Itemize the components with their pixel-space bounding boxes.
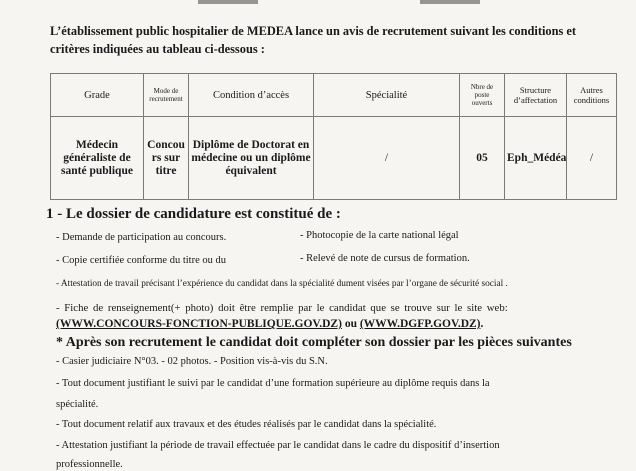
section-1-item-3: - Copie certifiée conforme du titre ou du: [56, 255, 226, 266]
section-1-item-1: - Demande de participation au concours.: [56, 232, 227, 243]
header-grade: Grade: [51, 74, 144, 117]
section-1-title: 1 - Le dossier de candidature est constitué de :: [46, 206, 341, 222]
intro-paragraph: [50, 22, 610, 58]
dgfp-url-link[interactable]: (WWW.DGFP.GOV.DZ): [359, 318, 481, 330]
header-condition: Condition d’accès: [189, 74, 314, 117]
cell-postes: 05: [460, 117, 505, 200]
table-row: [51, 117, 617, 200]
header-mode: Mode de recrutement: [144, 74, 189, 117]
concours-url-link[interactable]: (WWW.CONCOURS-FONCTION-PUBLIQUE.GOV.DZ): [56, 318, 342, 330]
intro-line-2: critères indiquées au tableau ci-dessous :: [50, 42, 265, 56]
cell-structure: Eph_Médéa: [505, 117, 567, 200]
section-2-item-2-cont: spécialité.: [56, 399, 99, 410]
cell-specialite: /: [314, 117, 460, 200]
section-1-urls: [56, 318, 483, 331]
section-2-title: * Après son recrutement le candidat doit compléter son dossier par les pièces suivantes: [56, 335, 572, 350]
section-1-item-5: - Attestation de travail précisant l’expérience du candidat dans la spécialité dument visées par l’organe de sécurité social .: [56, 279, 508, 289]
recruitment-table: [50, 73, 617, 200]
section-1-item-4: - Relevé de note de cursus de formation.: [300, 253, 470, 264]
intro-line-1: L’établissement public hospitalier de MEDEA lance un avis de recrutement suivant les conditions et: [50, 24, 577, 38]
header-autres: Autres conditions: [567, 74, 617, 117]
section-2-item-4-cont: professionnelle.: [56, 459, 123, 470]
section-1-item-6: - Fiche de renseignement(+ photo) doit être remplie par le candidat que se trouve sur le site web:: [56, 302, 508, 314]
table-header-row: [51, 74, 617, 117]
section-2-item-3: - Tout document relatif aux travaux et des études réalisés par le candidat dans la spécialité.: [56, 419, 437, 430]
cell-condition: Diplôme de Doctorat en médecine ou un diplôme équivalent: [189, 117, 314, 200]
header-postes: Nbre de poste ouverts: [460, 74, 505, 117]
top-scan-mark-right: [420, 0, 480, 4]
top-scan-mark-left: [198, 0, 258, 4]
section-2-item-4: - Attestation justifiant la période de travail effectuée par le candidat dans le cadre du dispositif d’insertion: [56, 440, 500, 451]
header-specialite: Spécialité: [314, 74, 460, 117]
section-2-item-1: - Casier judiciaire N°03. - 02 photos. - Position vis-à-vis du S.N.: [56, 356, 328, 367]
cell-autres: /: [567, 117, 617, 200]
url-end: .: [480, 318, 484, 330]
cell-grade: Médecin généraliste de santé publique: [51, 117, 144, 200]
section-2-item-2: - Tout document justifiant le suivi par le candidat d’une formation supérieure au diplôme requis dans la: [56, 378, 490, 389]
section-1-item-2: - Photocopie de la carte national légal: [300, 230, 459, 241]
url-separator: ou: [341, 318, 360, 330]
cell-mode: Concou rs sur titre: [144, 117, 189, 200]
header-structure: Structure d’affectation: [505, 74, 567, 117]
